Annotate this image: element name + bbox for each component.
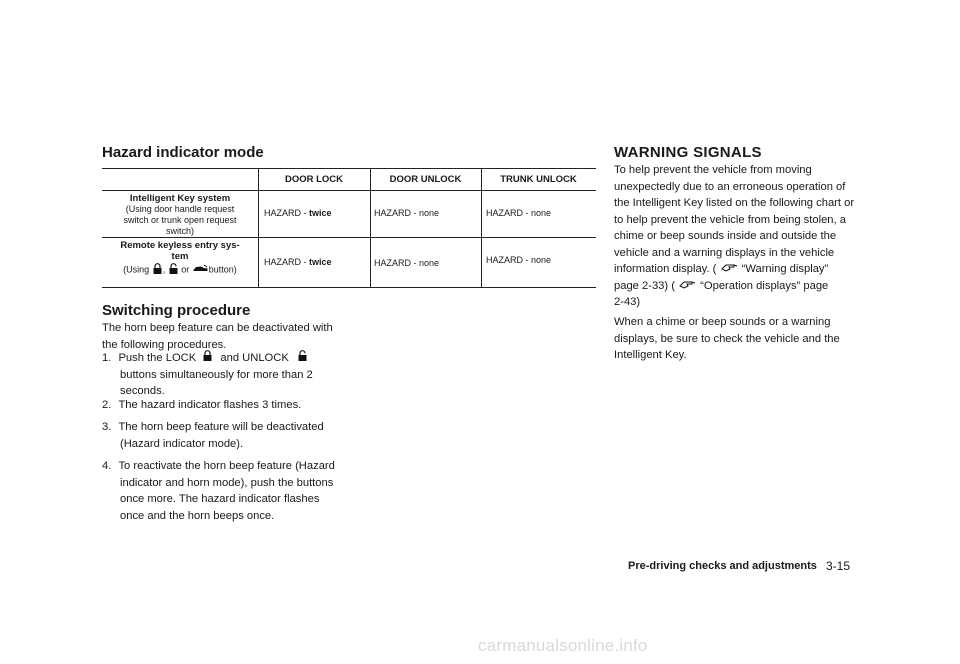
cell-door-unlock: HAZARD - none bbox=[374, 258, 440, 268]
table-col-divider bbox=[258, 168, 259, 288]
cross-reference-link[interactable]: “Warning display” bbox=[741, 263, 829, 276]
row-header-note: switch) bbox=[165, 226, 194, 236]
row-header-or: or bbox=[181, 264, 190, 275]
text-line: seconds. bbox=[120, 385, 165, 397]
text-line: The hazard indicator flashes 3 times. bbox=[118, 399, 302, 411]
text-line: The horn beep feature will be deactivated bbox=[118, 421, 324, 433]
cell-text: HAZARD - bbox=[264, 208, 309, 218]
step-number: 1. bbox=[102, 352, 112, 365]
cell-door-lock bbox=[264, 208, 332, 218]
trunk-icon bbox=[193, 264, 208, 276]
text-line: 2-43) bbox=[614, 296, 641, 309]
step-number: 3. bbox=[102, 421, 112, 433]
cell-door-lock bbox=[264, 257, 332, 267]
text-line: unexpectedly due to an erroneous operation of bbox=[614, 180, 846, 193]
unlock-icon bbox=[298, 350, 307, 367]
text-line-with-ref bbox=[614, 278, 860, 295]
row-header-intelligent-key bbox=[102, 193, 258, 237]
text-line: the following procedures. bbox=[102, 338, 227, 351]
text-line: chime or beep sounds inside and outside the bbox=[614, 230, 837, 242]
text-line: indicator and horn mode), push the buttons bbox=[120, 476, 334, 489]
step-4-line-1 bbox=[102, 458, 335, 475]
step-number: 2. bbox=[102, 399, 112, 411]
text-line: To reactivate the horn beep feature (Hazard bbox=[118, 460, 335, 472]
text-line: once more. The hazard indicator flashes bbox=[120, 493, 320, 505]
lock-icon bbox=[203, 350, 212, 367]
text-line: The horn beep feature can be deactivated with bbox=[102, 322, 333, 334]
row-header-title: Intelligent Key system bbox=[129, 193, 231, 204]
table-rule-mid bbox=[102, 237, 596, 238]
cell-trunk-unlock: HAZARD - none bbox=[486, 208, 552, 218]
text-line: the Intelligent Key listed on the following chart or bbox=[614, 197, 855, 209]
reference-hand-icon bbox=[679, 278, 696, 295]
hazard-section-title: Hazard indicator mode bbox=[102, 144, 264, 161]
table-col-divider bbox=[481, 168, 482, 288]
text-line: buttons simultaneously for more than 2 bbox=[120, 368, 313, 381]
cell-emphasis: twice bbox=[309, 208, 332, 218]
list-item bbox=[102, 458, 352, 524]
cross-reference-link[interactable]: “Operation displays” page bbox=[700, 279, 829, 292]
step-1-line-1 bbox=[102, 350, 308, 367]
row-header-comma: , bbox=[162, 264, 166, 275]
row-header-note: switch or trunk open request bbox=[123, 215, 237, 225]
row-header-remote-keyless bbox=[102, 240, 258, 277]
step-3-line-1 bbox=[102, 419, 324, 436]
text-line: To help prevent the vehicle from moving bbox=[614, 164, 812, 176]
table-rule-top bbox=[102, 168, 596, 169]
watermark: carmanualsonline.info bbox=[478, 636, 648, 655]
cell-door-unlock: HAZARD - none bbox=[374, 208, 440, 218]
text-line: (Hazard indicator mode). bbox=[120, 437, 244, 450]
switching-section-title: Switching procedure bbox=[102, 302, 251, 319]
cell-emphasis: twice bbox=[309, 257, 332, 267]
text-line: When a chime or beep sounds or a warning bbox=[614, 316, 831, 328]
row-header-using bbox=[102, 263, 258, 277]
text-line: Intelligent Key. bbox=[614, 349, 687, 361]
page-number: 3-15 bbox=[826, 559, 851, 573]
list-item bbox=[102, 397, 352, 414]
footer-section-label: Pre-driving checks and adjustments bbox=[628, 560, 817, 572]
row-header-title-cont: tem bbox=[171, 251, 189, 262]
lock-icon bbox=[153, 263, 162, 277]
switching-intro bbox=[102, 320, 350, 353]
text-line: and UNLOCK bbox=[220, 352, 289, 365]
step-number: 4. bbox=[102, 460, 112, 472]
list-item bbox=[102, 350, 352, 400]
column-header-door-unlock: DOOR UNLOCK bbox=[389, 174, 462, 185]
table-rule-bottom bbox=[102, 287, 596, 288]
text-line: displays, be sure to check the vehicle and the bbox=[614, 332, 840, 345]
row-header-title: Remote keyless entry sys- bbox=[120, 240, 240, 251]
text-fragment: information display. ( bbox=[614, 263, 717, 276]
row-header-note: (Using door handle request bbox=[125, 204, 235, 214]
text-line-with-ref bbox=[614, 261, 860, 278]
row-header-button: button) bbox=[208, 264, 237, 275]
warning-section-title: WARNING SIGNALS bbox=[614, 144, 762, 161]
column-header-door-lock: DOOR LOCK bbox=[284, 174, 344, 185]
hazard-mode-table bbox=[102, 168, 596, 288]
table-col-divider bbox=[370, 168, 371, 288]
cell-text: HAZARD - bbox=[264, 257, 309, 267]
column-header-trunk-unlock: TRUNK UNLOCK bbox=[500, 174, 577, 185]
reference-hand-icon bbox=[721, 261, 738, 278]
text-line: Push the LOCK bbox=[118, 352, 197, 365]
cell-trunk-unlock: HAZARD - none bbox=[486, 255, 552, 265]
text-fragment: page 2-33) ( bbox=[614, 279, 675, 292]
row-header-using-text: (Using bbox=[123, 264, 150, 275]
text-line: to help prevent the vehicle from being stolen, a bbox=[614, 213, 846, 226]
text-line: vehicle and a warning displays in the vehicle bbox=[614, 246, 835, 259]
text-line: once and the horn beeps once. bbox=[120, 509, 275, 522]
table-rule-header bbox=[102, 190, 596, 191]
list-item bbox=[102, 419, 352, 453]
unlock-icon bbox=[169, 263, 178, 277]
warning-paragraph-1 bbox=[614, 162, 860, 311]
warning-paragraph-2 bbox=[614, 314, 860, 364]
